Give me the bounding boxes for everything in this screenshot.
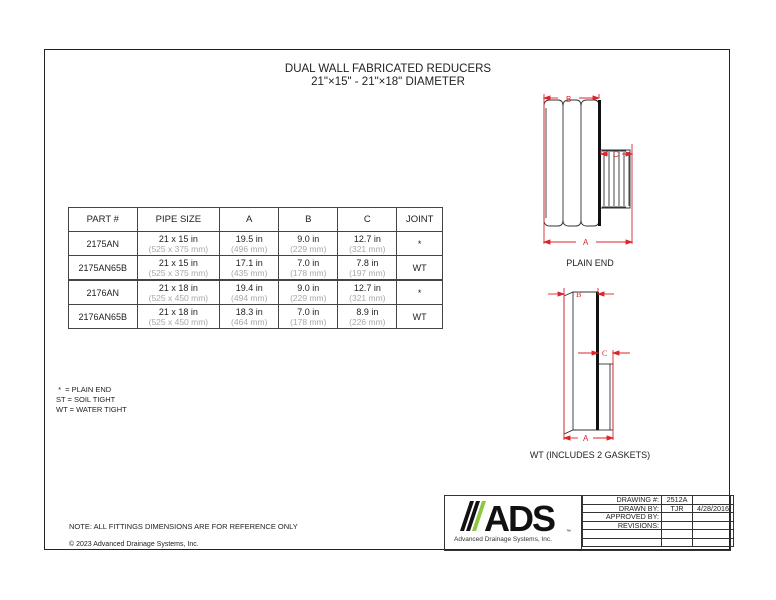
field-value bbox=[662, 538, 693, 547]
table-row bbox=[69, 232, 443, 256]
field-value-2 bbox=[693, 530, 734, 539]
dim-b-in: 9.0 in bbox=[297, 282, 320, 293]
field-value-2 bbox=[693, 521, 734, 530]
legend-plain-end: * = PLAIN END bbox=[56, 385, 112, 394]
table-row bbox=[69, 280, 443, 305]
dim-c-in: 7.8 in bbox=[356, 257, 379, 268]
plain-end-caption: PLAIN END bbox=[566, 258, 614, 268]
dim-b-mm: (178 mm) bbox=[290, 267, 327, 278]
dim-a bbox=[220, 232, 279, 256]
pipe-size-in: 21 x 15 in bbox=[158, 257, 198, 268]
dim-b-in: 7.0 in bbox=[297, 306, 320, 317]
field-drawing-number bbox=[583, 496, 734, 505]
field-value bbox=[662, 530, 693, 539]
field-blank bbox=[583, 538, 734, 547]
field-drawn-by bbox=[583, 504, 734, 513]
field-value bbox=[662, 521, 693, 530]
dim-a-in: 19.5 in bbox=[235, 233, 263, 244]
dim-c bbox=[338, 280, 397, 305]
dim-a bbox=[220, 305, 279, 329]
dim-c-mm: (321 mm) bbox=[349, 243, 386, 254]
dim-b bbox=[279, 232, 338, 256]
wt-caption: WT (INCLUDES 2 GASKETS) bbox=[529, 450, 651, 460]
dim-c-mm: (197 mm) bbox=[349, 267, 386, 278]
dim-label-b: B bbox=[566, 95, 572, 104]
legend-soil-tight: ST = SOIL TIGHT bbox=[56, 395, 116, 404]
copyright: © 2023 Advanced Drainage Systems, Inc. bbox=[69, 541, 199, 548]
field-value-2 bbox=[693, 538, 734, 547]
field-blank bbox=[583, 530, 734, 539]
field-label: APPROVED BY: bbox=[583, 513, 662, 522]
dim-b-mm: (229 mm) bbox=[290, 292, 327, 303]
dim-label-a: A bbox=[583, 238, 589, 247]
field-value: TJR bbox=[662, 504, 693, 513]
table-row bbox=[69, 305, 443, 329]
ads-logo-mark bbox=[444, 495, 582, 539]
dim-c bbox=[338, 305, 397, 329]
col-part: PART # bbox=[69, 208, 138, 232]
joint-type: WT bbox=[397, 256, 443, 281]
pipe-size bbox=[137, 256, 220, 281]
field-value-2 bbox=[693, 513, 734, 522]
svg-text:ADS: ADS bbox=[484, 498, 555, 539]
legend-water-tight: WT = WATER TIGHT bbox=[56, 405, 127, 414]
col-pipe-size: PIPE SIZE bbox=[137, 208, 220, 232]
field-value-2: 4/28/2016 bbox=[693, 504, 734, 513]
pipe-size-in: 21 x 15 in bbox=[158, 233, 198, 244]
drawing-subtitle: 21"×15" - 21"×18" DIAMETER bbox=[311, 76, 465, 88]
dim-c-mm: (321 mm) bbox=[349, 292, 386, 303]
title-block-fields bbox=[582, 495, 734, 547]
svg-text:™: ™ bbox=[566, 529, 571, 535]
wt-drawing bbox=[540, 288, 650, 448]
dim-a-mm: (435 mm) bbox=[231, 267, 268, 278]
dim-a bbox=[220, 256, 279, 281]
dim-b-in: 9.0 in bbox=[297, 233, 320, 244]
pipe-size-in: 21 x 18 in bbox=[158, 282, 198, 293]
dim-c-in: 8.9 in bbox=[356, 306, 379, 317]
dim-b bbox=[279, 256, 338, 281]
dim-a-in: 17.1 in bbox=[235, 257, 263, 268]
pipe-size bbox=[137, 232, 220, 256]
part-number: 2175AN bbox=[69, 232, 138, 256]
field-label: DRAWN BY: bbox=[583, 504, 662, 513]
field-value: 2512A bbox=[662, 496, 693, 505]
joint-type: WT bbox=[397, 305, 443, 329]
joint-legend bbox=[56, 385, 127, 415]
col-c: C bbox=[338, 208, 397, 232]
joint-type: * bbox=[397, 280, 443, 305]
dim-b-mm: (229 mm) bbox=[290, 243, 327, 254]
joint-type: * bbox=[397, 232, 443, 256]
dim-a-mm: (464 mm) bbox=[231, 316, 268, 327]
dim-c bbox=[338, 256, 397, 281]
pipe-size-mm: (525 x 375 mm) bbox=[148, 243, 209, 254]
field-label: REVISIONS: bbox=[583, 521, 662, 530]
col-joint: JOINT bbox=[397, 208, 443, 232]
table-row bbox=[69, 256, 443, 281]
field-value-2 bbox=[693, 496, 734, 505]
field-label bbox=[583, 530, 662, 539]
dim-c-in: 12.7 in bbox=[353, 233, 381, 244]
dim-a-mm: (496 mm) bbox=[231, 243, 268, 254]
part-number: 2175AN65B bbox=[69, 256, 138, 281]
col-b: B bbox=[279, 208, 338, 232]
dim-label-a: A bbox=[583, 434, 589, 443]
part-number: 2176AN65B bbox=[69, 305, 138, 329]
drawing-title: DUAL WALL FABRICATED REDUCERS bbox=[284, 63, 492, 75]
pipe-size-in: 21 x 18 in bbox=[158, 306, 198, 317]
pipe-size bbox=[137, 305, 220, 329]
reducer-spec-table bbox=[68, 207, 443, 329]
pipe-size-mm: (525 x 450 mm) bbox=[148, 316, 209, 327]
field-approved-by bbox=[583, 513, 734, 522]
dim-a bbox=[220, 280, 279, 305]
dim-c-mm: (226 mm) bbox=[349, 316, 386, 327]
table-header-row bbox=[69, 208, 443, 232]
dim-b bbox=[279, 280, 338, 305]
field-value bbox=[662, 513, 693, 522]
col-a: A bbox=[220, 208, 279, 232]
dim-b bbox=[279, 305, 338, 329]
plain-end-drawing bbox=[538, 92, 648, 252]
dim-b-mm: (178 mm) bbox=[290, 316, 327, 327]
pipe-size bbox=[137, 280, 220, 305]
pipe-size-mm: (525 x 375 mm) bbox=[148, 267, 209, 278]
reference-note: NOTE: ALL FITTINGS DIMENSIONS ARE FOR REFERENCE ONLY bbox=[69, 522, 298, 531]
field-label bbox=[583, 538, 662, 547]
pipe-size-mm: (525 x 450 mm) bbox=[148, 292, 209, 303]
dim-a-in: 19.4 in bbox=[235, 282, 263, 293]
dim-b-in: 7.0 in bbox=[297, 257, 320, 268]
field-label: DRAWING #: bbox=[583, 496, 662, 505]
dim-label-b: B bbox=[576, 290, 582, 299]
part-number: 2176AN bbox=[69, 280, 138, 305]
ads-logo bbox=[444, 495, 582, 551]
dim-a-mm: (494 mm) bbox=[231, 292, 268, 303]
field-revisions bbox=[583, 521, 734, 530]
dim-label-c: C bbox=[602, 349, 608, 358]
dim-c-in: 12.7 in bbox=[353, 282, 381, 293]
company-name: Advanced Drainage Systems, Inc. bbox=[454, 536, 552, 543]
dim-label-c: C bbox=[613, 150, 619, 159]
dim-a-in: 18.3 in bbox=[235, 306, 263, 317]
dim-c bbox=[338, 232, 397, 256]
